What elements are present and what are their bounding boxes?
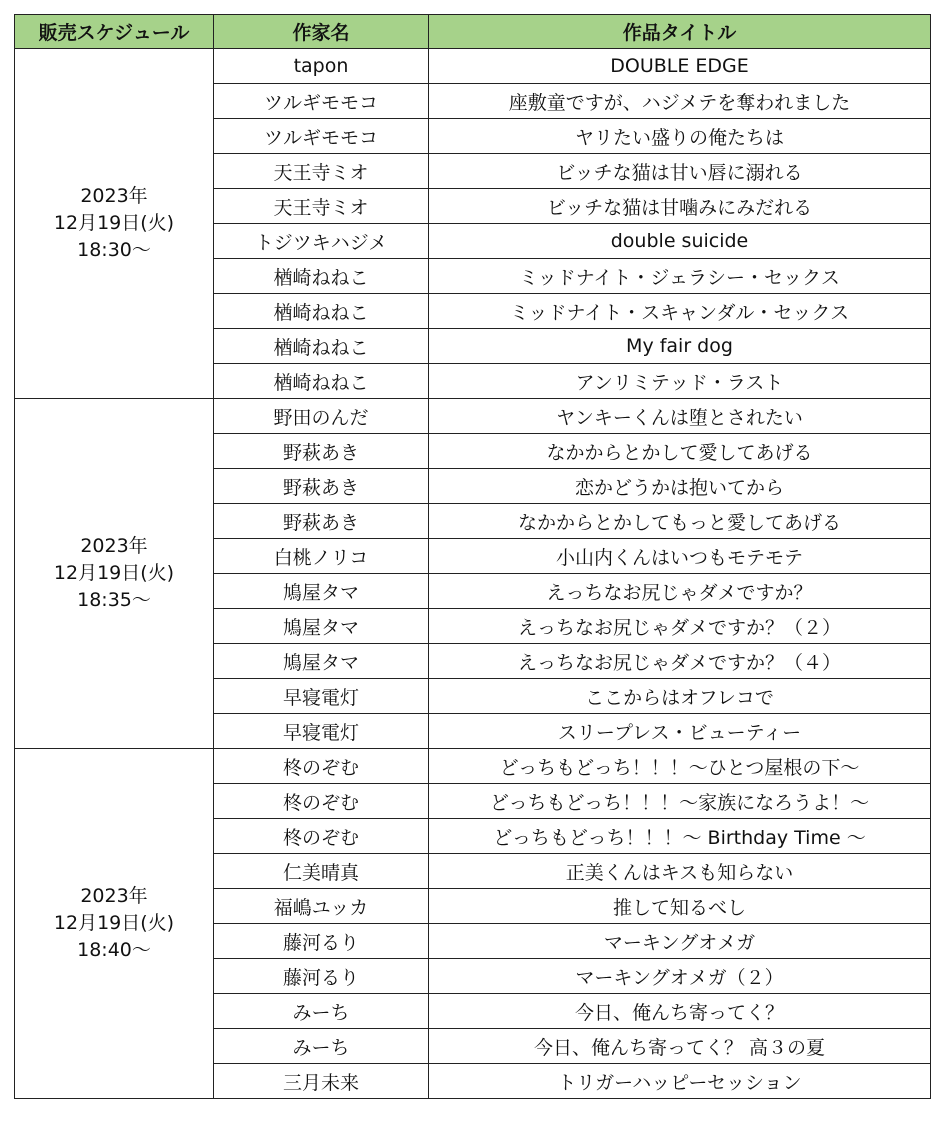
slot-time: 18:40～: [77, 939, 151, 961]
table-row: [15, 49, 931, 84]
title-cell: マーキングオメガ（２）: [429, 959, 931, 994]
slot-time: 18:30～: [77, 239, 151, 261]
title-cell: 恋かどうかは抱いてから: [429, 469, 931, 504]
slot-year: 2023年: [80, 185, 148, 207]
slot-date: 12月19日(火): [53, 212, 175, 234]
header-row: [15, 15, 931, 49]
slot-time: 18:35～: [77, 589, 151, 611]
author-cell: ツルギモモコ: [214, 119, 429, 154]
slot-date: 12月19日(火): [53, 912, 175, 934]
header-schedule: 販売スケジュール: [15, 15, 214, 49]
author-cell: みーち: [214, 1029, 429, 1064]
author-cell: 楢崎ねねこ: [214, 259, 429, 294]
title-cell: どっちもどっち！！！～家族になろうよ！～: [429, 784, 931, 819]
author-cell: 野萩あき: [214, 469, 429, 504]
title-cell: double suicide: [429, 224, 931, 259]
title-cell: 正美くんはキスも知らない: [429, 854, 931, 889]
table-row: [15, 399, 931, 434]
title-cell: ここからはオフレコで: [429, 679, 931, 714]
author-cell: 楢崎ねねこ: [214, 364, 429, 399]
sales-schedule-table: [14, 14, 931, 1099]
author-cell: 野萩あき: [214, 504, 429, 539]
author-cell: 白桃ノリコ: [214, 539, 429, 574]
title-cell: えっちなお尻じゃダメですか？（４）: [429, 644, 931, 679]
author-cell: 三月未来: [214, 1064, 429, 1099]
author-cell: 柊のぞむ: [214, 749, 429, 784]
title-cell: ヤンキーくんは堕とされたい: [429, 399, 931, 434]
title-cell: 推して知るべし: [429, 889, 931, 924]
title-cell: DOUBLE EDGE: [429, 49, 931, 84]
author-cell: 楢崎ねねこ: [214, 294, 429, 329]
author-cell: 鳩屋タマ: [214, 644, 429, 679]
header-author: 作家名: [214, 15, 429, 49]
author-cell: トジツキハジメ: [214, 224, 429, 259]
table-row: [15, 749, 931, 784]
author-cell: 天王寺ミオ: [214, 154, 429, 189]
title-cell: 座敷童ですが、ハジメテを奪われました: [429, 84, 931, 119]
title-cell: ビッチな猫は甘噛みにみだれる: [429, 189, 931, 224]
title-cell: なかからとかしてもっと愛してあげる: [429, 504, 931, 539]
title-cell: My fair dog: [429, 329, 931, 364]
author-cell: みーち: [214, 994, 429, 1029]
author-cell: 福嶋ユッカ: [214, 889, 429, 924]
title-cell: 今日、俺んち寄ってく？: [429, 994, 931, 1029]
author-cell: ツルギモモコ: [214, 84, 429, 119]
author-cell: 楢崎ねねこ: [214, 329, 429, 364]
title-cell: スリープレス・ビューティー: [429, 714, 931, 749]
title-cell: アンリミテッド・ラスト: [429, 364, 931, 399]
title-cell: 今日、俺んち寄ってく？ 高３の夏: [429, 1029, 931, 1064]
author-cell: 藤河るり: [214, 924, 429, 959]
schedule-slot-cell: [15, 749, 214, 1099]
schedule-body: [15, 49, 931, 1099]
title-cell: なかからとかして愛してあげる: [429, 434, 931, 469]
title-cell: マーキングオメガ: [429, 924, 931, 959]
slot-year: 2023年: [80, 885, 148, 907]
title-cell: ミッドナイト・ジェラシー・セックス: [429, 259, 931, 294]
author-cell: 早寝電灯: [214, 679, 429, 714]
slot-date: 12月19日(火): [53, 562, 175, 584]
author-cell: 早寝電灯: [214, 714, 429, 749]
title-cell: ビッチな猫は甘い唇に溺れる: [429, 154, 931, 189]
title-cell: 小山内くんはいつもモテモテ: [429, 539, 931, 574]
author-cell: 野萩あき: [214, 434, 429, 469]
author-cell: 鳩屋タマ: [214, 574, 429, 609]
title-cell: どっちもどっち！！！～ Birthday Time ～: [429, 819, 931, 854]
author-cell: 鳩屋タマ: [214, 609, 429, 644]
author-cell: 柊のぞむ: [214, 819, 429, 854]
title-cell: えっちなお尻じゃダメですか？（２）: [429, 609, 931, 644]
author-cell: 柊のぞむ: [214, 784, 429, 819]
slot-year: 2023年: [80, 535, 148, 557]
author-cell: tapon: [214, 49, 429, 84]
title-cell: どっちもどっち！！！～ひとつ屋根の下～: [429, 749, 931, 784]
header-title: 作品タイトル: [429, 15, 931, 49]
title-cell: ミッドナイト・スキャンダル・セックス: [429, 294, 931, 329]
author-cell: 野田のんだ: [214, 399, 429, 434]
author-cell: 仁美晴真: [214, 854, 429, 889]
author-cell: 天王寺ミオ: [214, 189, 429, 224]
title-cell: トリガーハッピーセッション: [429, 1064, 931, 1099]
schedule-slot-cell: [15, 399, 214, 749]
title-cell: えっちなお尻じゃダメですか？: [429, 574, 931, 609]
author-cell: 藤河るり: [214, 959, 429, 994]
schedule-slot-cell: [15, 49, 214, 399]
title-cell: ヤリたい盛りの俺たちは: [429, 119, 931, 154]
